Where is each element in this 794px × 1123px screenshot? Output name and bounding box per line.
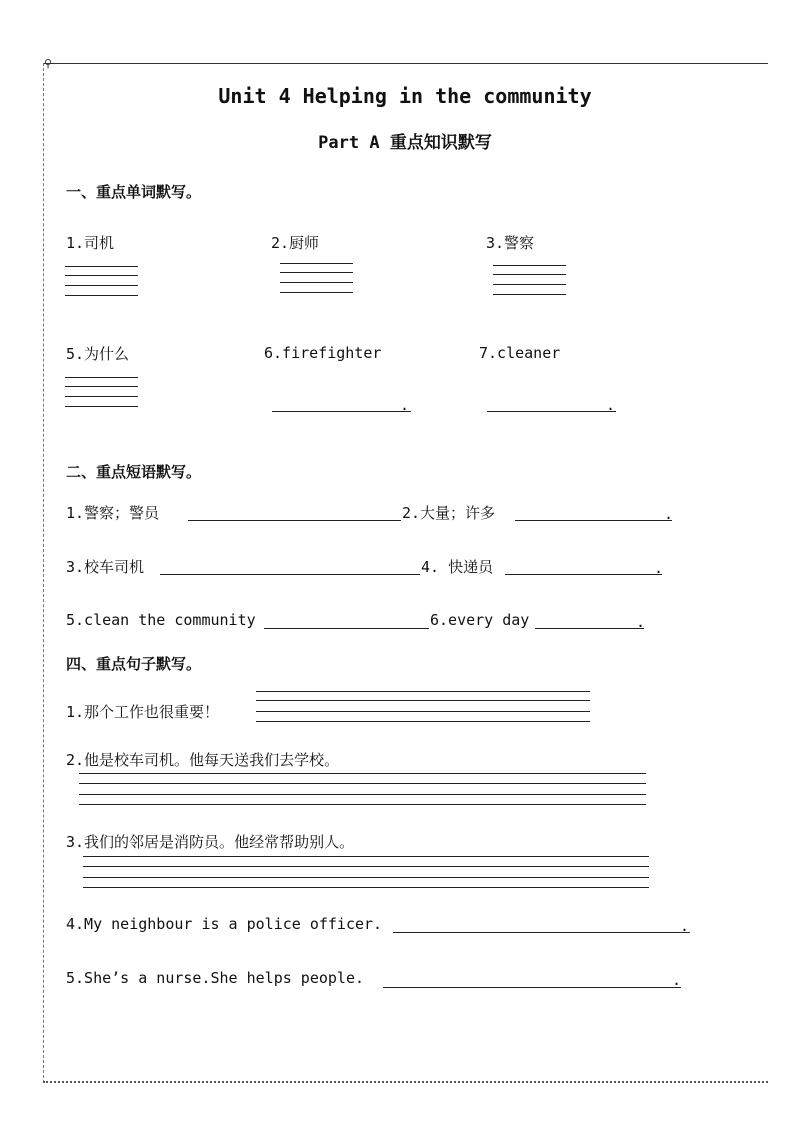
phrase-item-2: 2.大量；许多 (402, 504, 496, 522)
period: . (664, 505, 674, 523)
phrase-item-4: 4. 快递员 (421, 558, 494, 576)
words-section-heading: 一、重点单词默写。 (66, 183, 202, 201)
period: . (400, 396, 410, 414)
answer-blank[interactable] (160, 574, 420, 575)
page-top-border (44, 63, 768, 64)
answer-blank[interactable] (383, 987, 681, 988)
answer-blank[interactable] (505, 574, 662, 575)
phrase-item-1: 1.警察；警员 (66, 504, 160, 522)
answer-blank[interactable] (272, 411, 411, 412)
phrase-item-6: 6.every day (430, 611, 530, 629)
page-left-margin-line (43, 63, 44, 1083)
phrase-item-3: 3.校车司机 (66, 558, 145, 576)
word-item-7: 7.cleaner (479, 344, 561, 362)
four-line-writing-area[interactable] (79, 773, 646, 805)
four-line-writing-area[interactable] (493, 265, 566, 297)
four-line-writing-area[interactable] (65, 377, 138, 409)
sentence-item-3: 3.我们的邻居是消防员。他经常帮助别人。 (66, 833, 355, 851)
period: . (680, 917, 690, 935)
sentence-item-4: 4.My neighbour is a police officer. (66, 915, 383, 933)
sentence-item-2: 2.他是校车司机。他每天送我们去学校。 (66, 751, 340, 769)
answer-blank[interactable] (188, 520, 401, 521)
answer-blank[interactable] (535, 628, 644, 629)
word-item-5: 5.为什么 (66, 345, 130, 363)
word-item-1: 1.司机 (66, 234, 115, 252)
corner-anchor-icon: ⚲ (44, 57, 53, 70)
word-item-3: 3.警察 (486, 234, 535, 252)
answer-blank[interactable] (264, 628, 429, 629)
worksheet-subtitle: Part A 重点知识默写 (318, 133, 492, 153)
page-bottom-border (43, 1081, 768, 1083)
four-line-writing-area[interactable] (256, 691, 590, 723)
four-line-writing-area[interactable] (280, 263, 353, 295)
word-item-6: 6.firefighter (264, 344, 382, 362)
period: . (654, 559, 664, 577)
four-line-writing-area[interactable] (65, 266, 138, 298)
period: . (606, 396, 616, 414)
answer-blank[interactable] (515, 520, 672, 521)
period: . (636, 613, 646, 631)
sentence-item-1: 1.那个工作也很重要！ (66, 703, 220, 721)
worksheet-title: Unit 4 Helping in the community (218, 84, 592, 108)
period: . (672, 971, 682, 989)
sentence-item-5: 5.She’s a nurse.She helps people. (66, 969, 365, 987)
word-item-2: 2.厨师 (271, 234, 320, 252)
answer-blank[interactable] (487, 411, 616, 412)
phrases-section-heading: 二、重点短语默写。 (66, 463, 202, 481)
answer-blank[interactable] (393, 932, 690, 933)
phrase-item-5: 5.clean the community (66, 611, 256, 629)
sentences-section-heading: 四、重点句子默写。 (66, 655, 202, 673)
four-line-writing-area[interactable] (83, 856, 649, 888)
